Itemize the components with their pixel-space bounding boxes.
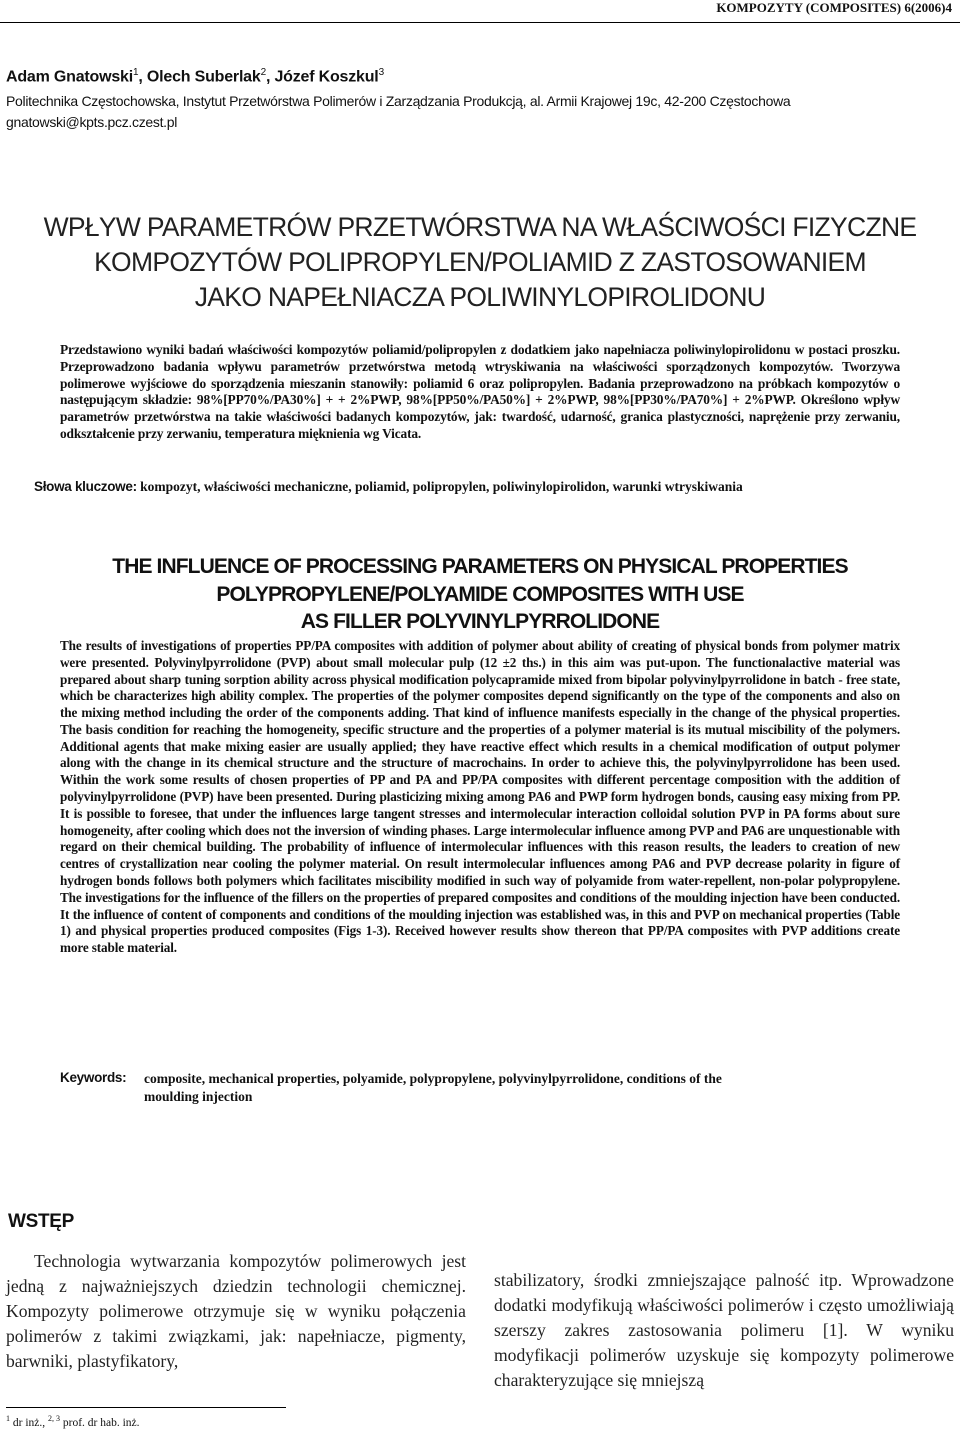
header-rule <box>0 22 960 23</box>
english-abstract: The results of investigations of properties PP/PA composites with addition of polymer about ability of creating of physical bonds from polymer matrix were presented. Polyvinylpyrrolidone (PVP) about small molecular pulp (12 ±2 ths.) in this aim was put-upon. The functionalactive material was prepared about sharp tuning sorption ability across physical modification polycapramide mixed from bipolar polyvinylpyrrolidone in batch - free state, which be characterizes high ability complex. The properties of the polymer composites depend significantly on the type of the components and also on the mixing method including the order of the components adding. That kind of influence manifests especially in the change of the physical properties. The basis condition for reaching the homogeneity, specific structure and the properties of a polymer material is its mutual miscibility of the polymers. Additional agents that make mixing easier are usually applied; they have reactive effect which results in a chemical modification of output polymer along with the change in its chemical structure and the structure of macrochains. In order to achieve this, the polyvinylpyrrolidone has been used. Within the work some results of chosen properties of PP and PA and PP/PA composites with different percentage composition with the addition of polyvinylpyrrolidone (PVP) have been presented. During plasticizing mixing among PA6 and PWP form hydrogen bonds, causing easy mixing from PP. It is possible to foresee, that under the influences large tangent stresses and intermolecular interaction colloidal solution PVP in PA forms about sure homogeneity, after cooling which does not the inversion of winding phases. Large intermolecular influence among PVP and PA6 are unquestionable with regard on their chemical building. The probability of influence of intermolecular influences with this reason results, the leaders to creation of new centres of crystallization near cooling the polymer material. On result intermolecular influences among PA6 and PVP decrease polarity in figure of hydrogen bonds follows both polymers which facilitates miscibility modified in such way of polyamide from water-repellent, non-polar polypropylene. The investigations for the influence of the fillers on the properties of prepared composites and conditions of the moulding injection have been conducted. It the influence of content of components and conditions of the moulding injection was established was, in this and PVP on mechanical properties (Table 1) and physical properties produced composites (Figs 1-3). Received however results show thereon that PP/PA composites with PVP additions create more stable material. <box>60 638 900 956</box>
affiliation: Politechnika Częstochowska, Instytut Przetwórstwa Polimerów i Zarządzania Produkcją, al. Armii Krajowej 19c, 42-200 Częstochowa <box>6 93 791 109</box>
author-name: Józef Koszkul <box>274 68 379 86</box>
polish-keywords-text: kompozyt, właściwości mechaniczne, poliamid, polipropylen, poliwinylopirolidon, warunki wtryskiwania <box>140 479 743 494</box>
body-text-right-column: stabilizatory, środki zmniejszające palność itp. Wprowadzone dodatki modyfikują właściwości polimerów i często umożliwiają szerszy zakres zastosowania polimeru [1]. W wyniku modyfikacji polimerów uzyskuje się kompozyty polimerowe charakteryzujące się mniejszą <box>494 1270 954 1390</box>
author-separator: , <box>265 68 275 86</box>
polish-title <box>0 210 960 315</box>
english-title-line: THE INFLUENCE OF PROCESSING PARAMETERS ON PHYSICAL PROPERTIES <box>112 555 848 578</box>
polish-keywords-label: Słowa kluczowe: <box>34 479 137 494</box>
footnote-text: prof. dr hab. inż. <box>60 1416 140 1429</box>
footnote <box>6 1414 140 1429</box>
body-text-left-column: Technologia wytwarzania kompozytów polimerowych jest jedną z najważniejszych dziedzin technologii chemicznej. Kompozyty polimerowe otrzymuje się w wyniku połączenia polimerów z takimi związkami, jak: napełniacze, pigmenty, barwniki, plastyfikatory, <box>6 1251 466 1371</box>
footnote-rule <box>6 1407 286 1408</box>
author-affiliation-marker: 2 <box>260 67 266 78</box>
polish-title-line: JAKO NAPEŁNIACZA POLIWINYLOPIROLIDONU <box>194 282 766 312</box>
footnote-marker: 1 <box>6 1414 10 1423</box>
polish-title-line: KOMPOZYTÓW POLIPROPYLEN/POLIAMID Z ZASTOSOWANIEM <box>94 247 866 277</box>
section-heading: WSTĘP <box>8 1211 75 1232</box>
english-title-line: AS FILLER POLYVINYLPYRROLIDONE <box>300 610 660 633</box>
author-separator: , <box>138 68 147 86</box>
author-name: Olech Suberlak <box>146 68 261 86</box>
author-affiliation-marker: 3 <box>378 67 384 78</box>
author-email: gnatowski@kpts.pcz.czest.pl <box>6 114 178 130</box>
author-list <box>6 67 384 86</box>
author-affiliation-marker: 1 <box>133 67 139 78</box>
polish-abstract: Przedstawiono wyniki badań właściwości kompozytów poliamid/polipropylen z dodatkiem jako napełniacza poliwinylopirolidonu w postaci proszku. Przeprowadzono badania wpływu parametrów przetwórstwa metodą wtryskiwania na właściwości sporządzonych kompozytów. Tworzywa polimerowe wyjściowe do sporządzenia mieszanin stanowiły: poliamid 6 oraz polipropylen. Badania przeprowadzono na próbkach kompozytów o następującym składzie: 98%[PP70%/PA30%] + + 2%PWP, 98%[PP50%/PA50%] + 2%PWP, 98%[PP30%/PA70%] + 2%PWP. Określono wpływ parametrów przetwórstwa na takie właściwości badanych kompozytów, jak: twardość, udarność, granica plastyczności, naprężenie przy zerwaniu, odkształcenie przy zerwaniu, temperatura mięknienia wg Vicata. <box>60 342 900 441</box>
polish-title-line: WPŁYW PARAMETRÓW PRZETWÓRSTWA NA WŁAŚCIWOŚCI FIZYCZNE <box>43 212 917 242</box>
polish-keywords <box>34 479 743 495</box>
journal-header: KOMPOZYTY (COMPOSITES) 6(2006)4 <box>716 0 952 15</box>
footnote-text: dr inż., <box>10 1416 49 1429</box>
author-name: Adam Gnatowski <box>6 68 134 86</box>
footnote-marker: 2, 3 <box>48 1414 61 1423</box>
english-keywords-text: composite, mechanical properties, polyamide, polypropylene, polyvinylpyrrolidone, conditions of the moulding injection <box>144 1071 722 1104</box>
english-keywords-label: Keywords: <box>60 1070 127 1085</box>
english-title-line: POLYPROPYLENE/POLYAMIDE COMPOSITES WITH USE <box>216 582 744 606</box>
english-title <box>0 553 960 636</box>
